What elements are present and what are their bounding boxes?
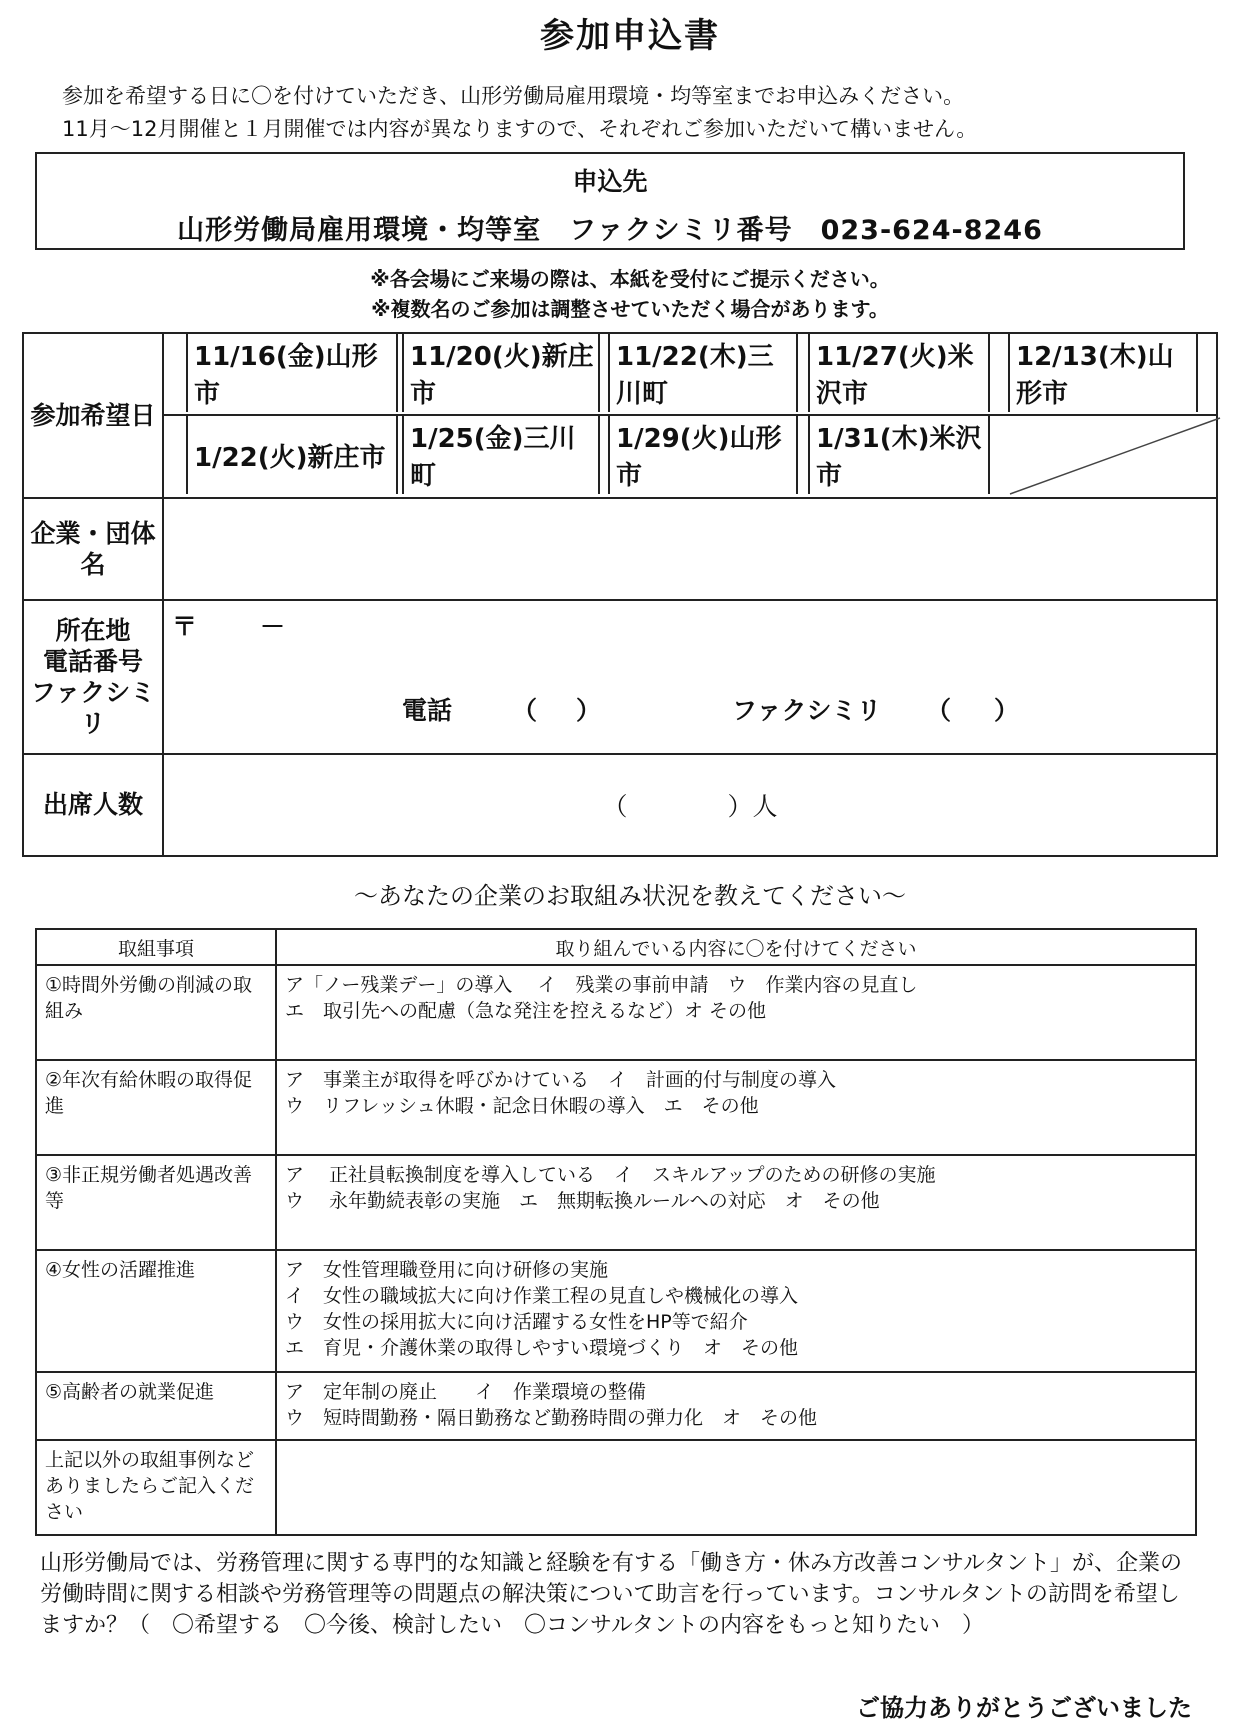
survey-options[interactable] [276, 1250, 1196, 1372]
address-label [23, 600, 163, 754]
survey-item: ⑤高齢者の就業促進 [36, 1372, 276, 1440]
survey-option[interactable]: ア 定年制の廃止 イ 作業環境の整備 [285, 1381, 647, 1403]
attendees-field[interactable]: （ ）人 [163, 754, 1217, 856]
note-2: ※複数名のご参加は調整させていただく場合があります。 [371, 297, 889, 321]
address-field[interactable] [163, 600, 1217, 754]
attendees-label: 出席人数 [23, 754, 163, 856]
note-1: ※各会場にご来場の際は、本紙を受付にご提示ください。 [370, 267, 890, 291]
company-field[interactable] [163, 498, 1217, 600]
fax-paren-open: （ [926, 696, 952, 725]
other-examples-field[interactable] [276, 1440, 1196, 1535]
address-label-line: ファクシミリ [30, 678, 156, 739]
survey-table [35, 928, 1197, 1536]
company-label: 企業・団体名 [23, 498, 163, 600]
application-form [22, 332, 1218, 857]
destination-detail: 山形労働局雇用環境・均等室 ファクシミリ番号 023-624-8246 [177, 215, 1043, 246]
survey-option[interactable]: ウ 女性の採用拡大に向け活躍する女性をHP等で紹介 [285, 1311, 748, 1333]
survey-option[interactable]: エ 育児・介護休業の取得しやすい環境づくり オ その他 [285, 1337, 799, 1359]
survey-item: ①時間外労働の削減の取組み [36, 965, 276, 1060]
postal-dash: － [260, 612, 286, 641]
destination-box [35, 152, 1185, 250]
survey-option[interactable]: ア「ノー残業デー」の導入 イ 残業の事前申請 ウ 作業内容の見直し [285, 974, 918, 996]
survey-options[interactable] [276, 1155, 1196, 1250]
consultant-paragraph: 山形労働局では、労務管理に関する専門的な知識と経験を有する「働き方・休み方改善コンサルタント」が、企業の労働時間に関する相談や労務管理等の問題点の解決策について助言を行っています。コンサルタントの訪問を希望しますか？（ 〇希望する 〇今後、検討したい 〇コンサルタントの内容をもっと知りたい ） [40, 1551, 1183, 1638]
survey-item: 上記以外の取組事例などありましたらご記入ください [36, 1440, 276, 1535]
survey-option[interactable]: イ 女性の職域拡大に向け作業工程の見直しや機械化の導入 [285, 1285, 799, 1307]
address-label-line: 所在地 [55, 615, 131, 645]
survey-option[interactable]: ウ 永年勤続表彰の実施 エ 無期転換ルールへの対応 オ その他 [285, 1190, 880, 1212]
survey-option[interactable]: ア 事業主が取得を呼びかけている イ 計画的付与制度の導入 [285, 1069, 837, 1091]
date-option[interactable]: 11/20(火)新庄市 [402, 334, 600, 412]
survey-section-title: ～あなたの企業のお取組み状況を教えてください～ [354, 882, 906, 910]
date-option[interactable]: 11/22(木)三川町 [608, 334, 798, 412]
survey-item: ④女性の活躍推進 [36, 1250, 276, 1372]
date-option[interactable]: 11/27(火)米沢市 [808, 334, 990, 412]
page-title: 参加申込書 [540, 16, 720, 56]
fax-paren-close: ） [994, 696, 1020, 725]
survey-option[interactable]: ア 正社員転換制度を導入している イ スキルアップのための研修の実施 [285, 1164, 936, 1186]
date-option[interactable]: 1/31(木)米沢市 [808, 416, 990, 494]
phone-paren-open: （ [512, 696, 538, 725]
destination-label: 申込先 [572, 167, 648, 196]
survey-options[interactable] [276, 1372, 1196, 1440]
address-label-line: 電話番号 [42, 646, 143, 676]
date-option[interactable]: 1/22(火)新庄市 [186, 416, 398, 494]
survey-options[interactable] [276, 965, 1196, 1060]
postal-mark: 〒 [172, 612, 198, 641]
survey-col2-header: 取り組んでいる内容に〇を付けてください [276, 929, 1196, 965]
intro-line-1: 参加を希望する日に〇を付けていただき、山形労働局雇用環境・均等室までお申込みください。 [62, 84, 965, 108]
date-selection[interactable] [163, 333, 1217, 498]
thanks-message: ご協力ありがとうございました [856, 1694, 1192, 1722]
fax-label: ファクシミリ [732, 696, 882, 725]
survey-item: ③非正規労働者処遇改善等 [36, 1155, 276, 1250]
intro-line-2: 11月～12月開催と１月開催では内容が異なりますので、それぞれご参加いただいて構いません。 [62, 117, 978, 141]
empty-cell-slash [1008, 416, 1222, 496]
survey-option[interactable]: エ 取引先への配慮（急な発注を控えるなど）オ その他 [285, 1000, 767, 1022]
survey-col1-header: 取組事項 [36, 929, 276, 965]
date-label: 参加希望日 [23, 333, 163, 498]
date-option[interactable]: 12/13(木)山形市 [1008, 334, 1198, 412]
survey-option[interactable]: ウ 短時間勤務・隔日勤務など勤務時間の弾力化 オ その他 [285, 1407, 818, 1429]
phone-paren-close: ） [576, 696, 602, 725]
date-option[interactable]: 1/29(火)山形市 [608, 416, 798, 494]
date-option[interactable]: 1/25(金)三川町 [402, 416, 600, 494]
date-option[interactable]: 11/16(金)山形市 [186, 334, 398, 412]
survey-item: ②年次有給休暇の取得促進 [36, 1060, 276, 1155]
phone-label: 電話 [402, 696, 453, 725]
survey-option[interactable]: ア 女性管理職登用に向け研修の実施 [285, 1259, 609, 1281]
survey-option[interactable]: ウ リフレッシュ休暇・記念日休暇の導入 エ その他 [285, 1095, 759, 1117]
survey-options[interactable] [276, 1060, 1196, 1155]
